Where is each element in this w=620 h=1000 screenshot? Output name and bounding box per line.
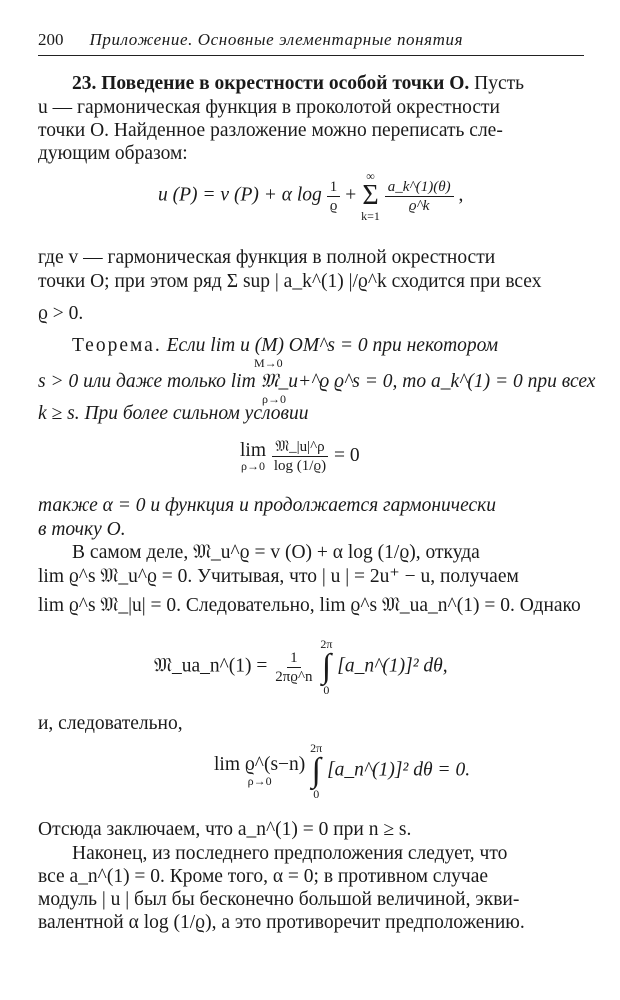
eq1-term-num: a_k^(1)(θ) bbox=[385, 178, 454, 197]
proof-line-0: В самом деле, 𝔐_u^ϱ = v (O) + α log (1/ϱ), откуда bbox=[72, 542, 480, 563]
and-so-line: и, следовательно, bbox=[38, 713, 183, 734]
page-header bbox=[38, 30, 584, 50]
proof-line-2: lim ϱ^s 𝔐_|u| = 0. Следовательно, lim ϱ^s 𝔐_ua_n^(1) = 0. Однако bbox=[38, 595, 581, 616]
eq3-lhs: 𝔐_ua_n^(1) = bbox=[154, 655, 268, 677]
eq1-tail: , bbox=[458, 184, 464, 206]
eq3-frac-num: 1 bbox=[287, 649, 301, 668]
eq2-lim bbox=[240, 441, 266, 473]
theorem-text-0: Если lim u (M) OM^s = 0 при некотором bbox=[166, 335, 499, 356]
intro-line-2: точки O. Найденное разложение можно переписать сле- bbox=[38, 120, 503, 141]
conclusion-line: Отсюда заключаем, что a_n^(1) = 0 при n ≥ s. bbox=[38, 819, 412, 840]
integral-sign-icon: ∫ bbox=[311, 752, 321, 789]
equation-1 bbox=[158, 170, 463, 222]
eq2-lim-sub: ρ→0 bbox=[241, 459, 265, 474]
section-heading: 23. Поведение в окрестности особой точки O. bbox=[72, 73, 470, 94]
running-title: Приложение. Основные элементарные понятия bbox=[89, 30, 464, 49]
eq3-integrand: [a_n^(1)]² dθ, bbox=[337, 655, 448, 677]
section-heading-line bbox=[38, 72, 618, 95]
eq2-lim-word: lim bbox=[240, 439, 267, 461]
eq1-frac-den: ϱ bbox=[329, 197, 338, 214]
eq1-lhs: u (P) = v (P) + α log bbox=[158, 184, 322, 206]
eq1-plus: + bbox=[345, 184, 357, 206]
proof-line-1: lim ϱ^s 𝔐_u^ϱ = 0. Учитывая, что | u | = 2u⁺ − u, получаем bbox=[38, 566, 519, 587]
theorem-label: Теорема. bbox=[72, 335, 162, 356]
eq3-fraction bbox=[272, 649, 315, 686]
final-line-0: Наконец, из последнего предположения следует, что bbox=[72, 843, 508, 864]
intro-line-1: u — гармоническая функция в проколотой окрестности bbox=[38, 97, 500, 118]
eq1-term-den: ϱ^k bbox=[408, 197, 430, 214]
eq1-sum-bot: k=1 bbox=[361, 209, 380, 223]
eq4-lim-word: lim ϱ^(s−n) bbox=[214, 754, 306, 776]
eq3-integral bbox=[320, 638, 332, 696]
header-rule bbox=[38, 55, 584, 56]
eq2-num: 𝔐_|u|^ρ bbox=[272, 438, 327, 457]
eq4-int-top: 2π bbox=[310, 741, 323, 755]
equation-2 bbox=[240, 438, 360, 475]
eq1-fraction bbox=[327, 178, 341, 215]
eq2-den: log (1/ϱ) bbox=[273, 458, 327, 474]
after-eq2-line-1: в точку O. bbox=[38, 519, 126, 540]
eq1-sum bbox=[361, 170, 380, 222]
theorem-lim-sub-2: ρ→0 bbox=[262, 392, 286, 406]
after-eq1-line-0: где v — гармоническая функция в полной окрестности bbox=[38, 247, 496, 268]
sum-sign-icon: Σ bbox=[362, 180, 379, 211]
eq4-lim-sub: ρ→0 bbox=[247, 773, 272, 788]
eq4-lim bbox=[214, 755, 305, 787]
theorem-lim-sub-1: M→0 bbox=[254, 356, 283, 370]
after-eq1-line-1: точки O; при этом ряд Σ sup | a_k^(1) |/ϱ^k сходится при всех bbox=[38, 271, 542, 292]
eq3-frac-den: 2πϱ^n bbox=[275, 668, 313, 685]
final-line-1: все a_n^(1) = 0. Кроме того, α = 0; в противном случае bbox=[38, 866, 489, 887]
eq2-rhs: = 0 bbox=[333, 444, 360, 466]
eq4-integral bbox=[310, 742, 322, 800]
eq4-int-bot: 0 bbox=[313, 787, 320, 801]
after-eq2-line-0: также α = 0 и функция u продолжается гармонически bbox=[38, 495, 497, 516]
intro-line-3: дующим образом: bbox=[38, 143, 188, 164]
theorem-line-1: s > 0 или даже только lim 𝔐_u+^ϱ ϱ^s = 0, то a_k^(1) = 0 при всех bbox=[38, 371, 596, 392]
equation-3 bbox=[154, 638, 448, 696]
eq4-integrand: [a_n^(1)]² dθ = 0. bbox=[327, 759, 471, 781]
page-number: 200 bbox=[38, 30, 64, 49]
after-eq1-line-2: ϱ > 0. bbox=[38, 303, 84, 324]
final-line-3: валентной α log (1/ϱ), а это противоречит предположению. bbox=[38, 912, 525, 933]
final-line-2: модуль | u | был бы бесконечно большой величиной, экви- bbox=[38, 889, 520, 910]
eq3-int-bot: 0 bbox=[323, 683, 330, 697]
eq3-int-top: 2π bbox=[320, 637, 333, 651]
theorem-line-2: k ≥ s. При более сильном условии bbox=[38, 403, 309, 424]
eq1-frac-num: 1 bbox=[327, 178, 341, 197]
eq1-sum-top: ∞ bbox=[366, 169, 375, 183]
equation-4 bbox=[214, 742, 470, 800]
eq1-term bbox=[385, 178, 454, 215]
intro-line-0: Пусть bbox=[474, 73, 525, 94]
integral-sign-icon: ∫ bbox=[321, 648, 332, 685]
theorem-line-0 bbox=[38, 334, 618, 357]
eq2-fraction bbox=[271, 438, 329, 475]
